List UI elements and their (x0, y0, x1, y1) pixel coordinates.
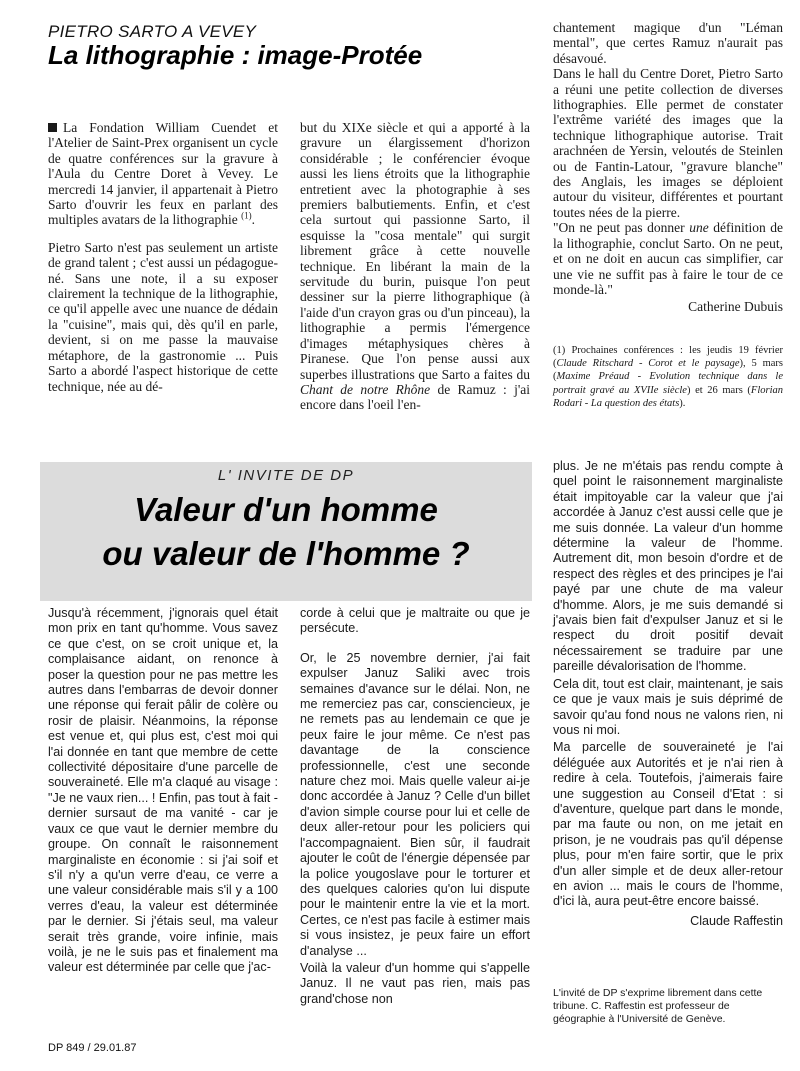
article1-footnote: (1) Prochaines conférences : les jeudis 19 février (Claude Ritschard - Corot et le paysage), 5 mars (Maxime Préaud - Evolution technique dans le portrait gravé au XVIIe siècle) et 26 mars (Florian Rodari - La question des états). (553, 345, 784, 409)
article1-column-2 (300, 120, 530, 413)
article1-col3-paragraph-3: "On ne peut pas donner une définition de la lithographie, conclut Sarto. On ne peut, et on ne doit en aucun cas simplifier, car une vie ne suffit pas à faire le tour de ce monde-là." (553, 220, 784, 297)
article2-signature: Claude Raffestin (690, 913, 783, 928)
article2-author-note: L'invité de DP s'exprime librement dans cette tribune. C. Raffestin est professeur de géographie à l'Université de Genève. (553, 987, 763, 1025)
article2-kicker: L' INVITE DE DP (217, 467, 355, 484)
article2-column-3 (553, 459, 783, 929)
article1-col3-paragraph-2: Dans le hall du Centre Doret, Pietro Sarto a réuni une petite collection de diverses lithographies. Elle permet de constater l'extrême variété des images que la technique lithographique autorise. Trait arachnéen de Yersin, veloutés de Steinlen ou de Fantin-Latour, "gravure blanche" des Anglais, les images se déploient autour du visiteur, différentes et pourtant toutes nées de la pierre. (553, 66, 783, 220)
article2-col1-paragraph: Jusqu'à récemment, j'ignorais quel était mon prix en tant qu'homme. Vous savez ce que c'est, on se croit unique et, la complaisance aidant, on renonce à poser la question pour ne pas mettre les autres dans l'embarras de devoir donner une réponse qui ferait pâlir de colère ou rosir de plaisir. Néanmoins, la réponse est venue et, qui plus est, c'est moi qui l'ai donnée en tant que membre de cette collectivité dépositaire d'une parcelle de souveraineté. Elle m'a claqué au visage : "Je ne vaux rien... ! Enfin, pas tout à fait - dernier sursaut de ma vanité - car je vaux ce que vaut le dernier membre du groupe. On connaît le raisonnement marginaliste en économie : si j'ai soif et s'il n'y a qu'un verre d'eau, ce verre a une valeur considérable mais s'il y a 100 verres d'eau, la valeur est déterminée par le dernier. Si j'étais seul, ma valeur serait très grande, voire infinie, mais voilà, je ne le suis pas et finalement ma valeur est déterminée par celle que j'ac- (48, 606, 278, 975)
article2-title-line-2: ou valeur de l'homme ? (102, 535, 470, 572)
article2-col3-paragraph-2: Cela dit, tout est clair, maintenant, je sais ce que je vaux mais je suis déprimé de savoir qu'au fond nous ne valons rien, ni vous ni moi. (553, 676, 783, 737)
article1-column-1 (48, 120, 278, 394)
article2-col2-paragraph-2: Or, le 25 novembre dernier, j'ai fait expulser Januz Saliki avec trois semaines d'avance sur le délai. Non, ne me remerciez pas car, consciencieux, je ne remets pas au lendemain ce que je peux faire le jour même. Ce n'est pas davantage de la conscience professionnelle, c'est une seconde nature chez moi. Mais quelle valeur ai-je donc accordée à Januz ? Celle d'un billet d'avion simple course pour lui et celle de deux aller-retour pour les policiers qui l'accompagnaient. Bien sûr, il faudrait ajouter le coût de l'énergie dépensée par la police yougoslave pour le torturer et des quelques calories qu'on lui dispute pour le maintenir entre la vie et la mort. Certes, ce n'est pas facile à estimer mais si vous insistez, je peux faire un effort d'analyse ... (300, 650, 530, 958)
article2-title-line-1: Valeur d'un homme (134, 491, 438, 528)
article2-col3-paragraph-1: plus. Je ne m'étais pas rendu compte à quel point le raisonnement marginaliste était impitoyable car la valeur que j'ai accordée à Januz c'est aussi celle que je me suis donnée. La valeur d'un homme détermine la valeur de l'homme. Autrement dit, mon besoin d'ordre et de respect des règles et des principes je l'ai payé par une chute de ma valeur d'homme. Alors, je me suis demandé si j'avais bien fait d'expulser Januz et si le respect du droit positif devait nécessairement se traduire par une pareille dévalorisation de l'homme. (553, 459, 783, 674)
article1-column-3 (553, 20, 783, 315)
square-bullet-icon (48, 123, 57, 132)
article1-kicker: PIETRO SARTO A VEVEY (48, 22, 257, 41)
article2-column-1 (48, 606, 278, 978)
article1-title: La lithographie : image-Protée (48, 40, 423, 70)
article2-col2-paragraph-1: corde à celui que je maltraite ou que je persécute. (300, 606, 530, 636)
article1-col2-paragraph-1: but du XIXe siècle et qui a apporté à la gravure un élargissement d'horizon considérable ; le conférencier évoque aussi les liens étroits que la lithographie entretient avec la photographie à ses premiers balbutiements. Enfin, et c'est cela surtout qui passionne Sarto, il esquisse la "cosa mentale" qui surgit librement grâce à cette nouvelle technique. En libérant la main de la servitude du burin, puisque l'on peut dessiner sur la pierre lithographique (à l'aide d'un crayon gras ou d'un pinceau), la lithographie a permis l'émergence d'images métaphysiques chères à Piranese. Que l'on pense aussi aux superbes illustrations que Sarto a faites du Chant de notre Rhône de Ramuz : j'ai encore dans l'oeil l'en- (300, 120, 531, 413)
article1-col1-paragraph-1: La Fondation William Cuendet et l'Atelier de Saint-Prex organisent un cycle de quatre conférences sur la gravure à l'Aula du Centre Doret à Vevey. Le mercredi 14 janvier, il appartenait à Pietro Sarto d'ouvrir les feux en parlant des multiples avatars de la lithographie $^{(1)}$. (48, 120, 278, 228)
article1-signature: Catherine Dubuis (688, 299, 783, 315)
article2-col2-paragraph-3: Voilà la valeur d'un homme qui s'appelle Januz. Il ne vaut pas rien, mais pas grand'chose non (300, 960, 530, 1006)
article1-col1-paragraph-2: Pietro Sarto n'est pas seulement un artiste de grand talent ; c'est aussi un pédagogue-né. Sans une note, il a su exposer clairement la technique de la lithographie, ce qu'il appelle avec une nuance de dédain la "cuisine", mais qui, dès qu'il en parle, devient, si on me passe la mauvaise métaphore, de la gastronomie ... Puis Sarto a abordé l'aspect historique de cette technique, née au dé- (48, 239, 278, 394)
article2-col3-paragraph-3: Ma parcelle de souveraineté je l'ai déléguée aux Autorités et je n'ai rien à redire à cela. Toutefois, j'aimerais faire une suggestion au Conseil d'Etat : si d'aventure, quelque part dans le monde, par ma faute ou non, on me jetait en prison, je ne voudrais pas qu'il dépense plus, pour m'en faire sortir, que le prix d'un aller simple et de deux aller-retour en avion ... mais le cours de l'homme, d'ici là, aura peut-être encore baissé. (553, 740, 783, 909)
article1-col3-paragraph-1: chantement magique d'un "Léman mental", que certes Ramuz n'aurait pas désavoué. (553, 20, 783, 66)
article2-column-2 (300, 606, 530, 1009)
article2-title (40, 488, 532, 576)
page-folio: DP 849 / 29.01.87 (48, 1042, 137, 1054)
